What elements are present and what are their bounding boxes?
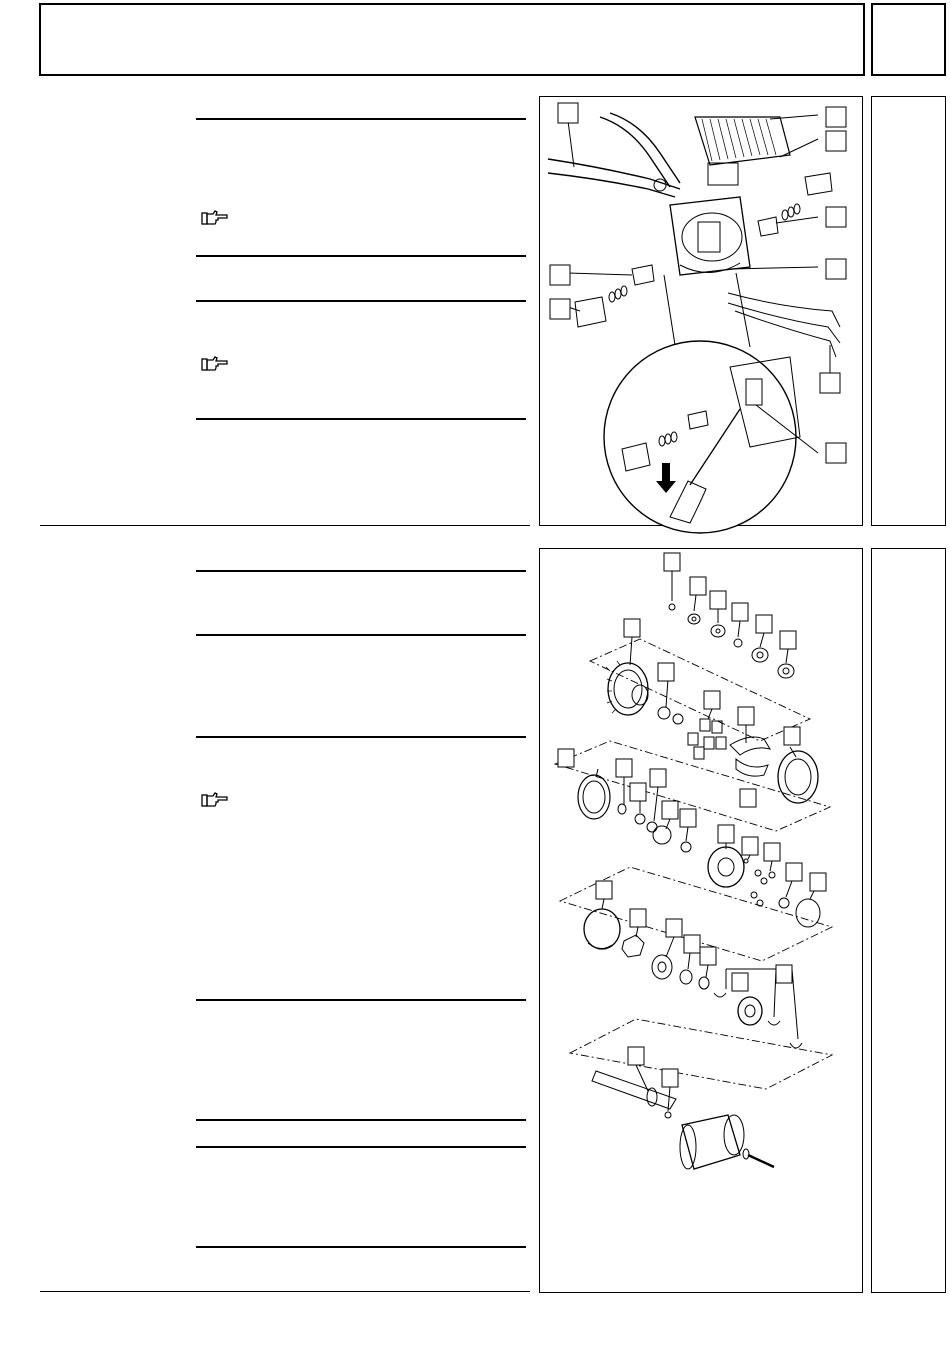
- figure-2-gearbox-exploded: [540, 549, 864, 1294]
- figure-2-box: [539, 548, 863, 1293]
- figure-1-brush-removal: [540, 97, 864, 527]
- section2-rule-3: [196, 736, 526, 738]
- section1-rule-4: [196, 418, 526, 420]
- section1-rule-1: [196, 118, 526, 120]
- pointing-hand-icon: [201, 792, 229, 808]
- section2-rule-6: [196, 1146, 526, 1148]
- figure-1-side-box: [871, 96, 946, 526]
- section2-separator: [40, 1291, 530, 1292]
- section1-separator: [40, 525, 530, 526]
- header-page-box: [871, 3, 946, 76]
- section1-rule-2: [196, 255, 526, 257]
- section1-rule-3: [196, 300, 526, 302]
- section2-rule-5: [196, 1119, 526, 1121]
- section2-rule-2: [196, 634, 526, 636]
- section2-rule-1: [196, 570, 526, 572]
- figure-2-side-box: [871, 548, 946, 1293]
- section2-rule-4: [196, 999, 526, 1001]
- pointing-hand-icon: [201, 356, 229, 372]
- section2-rule-7: [196, 1246, 526, 1248]
- figure-1-box: [539, 96, 863, 526]
- pointing-hand-icon: [201, 210, 229, 226]
- header-title-box: [39, 3, 865, 76]
